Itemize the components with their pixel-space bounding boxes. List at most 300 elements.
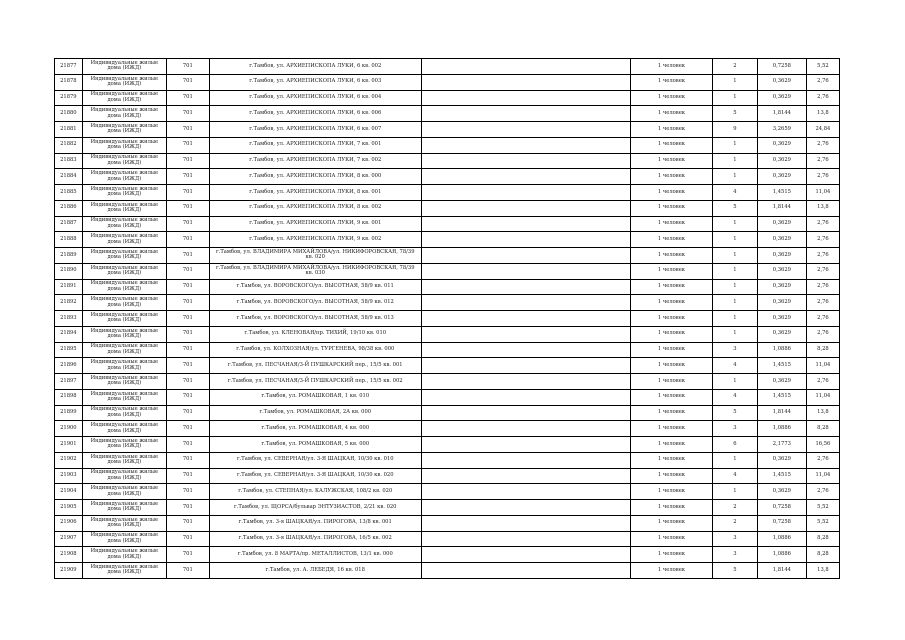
- registry-table-body: [55, 59, 840, 579]
- cell-total: 2,76: [806, 137, 839, 153]
- cell-total: 2,76: [806, 248, 839, 264]
- cell-record-id: 21881: [55, 122, 83, 138]
- cell-unit: 1 человек: [630, 437, 712, 453]
- cell-unit: 1 человек: [630, 452, 712, 468]
- cell-address: г.Тамбов, ул. КОЛХОЗНАЯ/ул. ТУРГЕНЕВА, 98/38 кв. 000: [209, 342, 421, 358]
- cell-service-code: 701: [166, 468, 209, 484]
- cell-total: 2,76: [806, 263, 839, 279]
- cell-service-code: 701: [166, 295, 209, 311]
- cell-service-code: 701: [166, 185, 209, 201]
- table-row: [55, 263, 840, 279]
- cell-unit: 1 человек: [630, 153, 712, 169]
- cell-total: 5,52: [806, 500, 839, 516]
- cell-norm: 0,3629: [757, 153, 806, 169]
- cell-norm: 0,3629: [757, 169, 806, 185]
- cell-building-type: Индивидуальные жилые дома (ИЖД): [82, 421, 166, 437]
- cell-total: 2,76: [806, 374, 839, 390]
- table-row: [55, 90, 840, 106]
- cell-record-id: 21887: [55, 216, 83, 232]
- cell-note: [421, 106, 630, 122]
- cell-record-id: 21908: [55, 547, 83, 563]
- cell-record-id: 21896: [55, 358, 83, 374]
- cell-note: [421, 248, 630, 264]
- cell-unit: 1 человек: [630, 248, 712, 264]
- cell-unit: 1 человек: [630, 106, 712, 122]
- cell-norm: 0,3629: [757, 232, 806, 248]
- cell-quantity: 1: [713, 295, 758, 311]
- cell-building-type: Индивидуальные жилые дома (ИЖД): [82, 468, 166, 484]
- cell-quantity: 4: [713, 185, 758, 201]
- cell-note: [421, 468, 630, 484]
- registry-table: [54, 58, 840, 579]
- cell-address: г.Тамбов, ул. СЕВЕРНАЯ/ул. 3-Я ШАЦКАЯ, 10/30 кв. 010: [209, 452, 421, 468]
- cell-quantity: 1: [713, 153, 758, 169]
- cell-total: 2,76: [806, 90, 839, 106]
- cell-total: 13,8: [806, 563, 839, 579]
- cell-note: [421, 547, 630, 563]
- cell-note: [421, 216, 630, 232]
- cell-norm: 1,8144: [757, 106, 806, 122]
- cell-unit: 1 человек: [630, 169, 712, 185]
- cell-service-code: 701: [166, 216, 209, 232]
- cell-note: [421, 153, 630, 169]
- cell-building-type: Индивидуальные жилые дома (ИЖД): [82, 531, 166, 547]
- cell-record-id: 21900: [55, 421, 83, 437]
- table-row: [55, 153, 840, 169]
- cell-note: [421, 200, 630, 216]
- cell-record-id: 21903: [55, 468, 83, 484]
- cell-total: 2,76: [806, 279, 839, 295]
- cell-record-id: 21882: [55, 137, 83, 153]
- cell-total: 16,56: [806, 437, 839, 453]
- cell-address: г.Тамбов, ул. СЕВЕРНАЯ/ул. 3-Я ШАЦКАЯ, 10/30 кв. 020: [209, 468, 421, 484]
- cell-unit: 1 человек: [630, 500, 712, 516]
- cell-address: г.Тамбов, ул. ЩОРСА/бульвар ЭНТУЗИАСТОВ, 2/21 кв. 020: [209, 500, 421, 516]
- cell-record-id: 21891: [55, 279, 83, 295]
- cell-address: г.Тамбов, ул. ПЕСЧАНАЯ/3-Й ПУШКАРСКИЙ пер., 15/5 кв. 001: [209, 358, 421, 374]
- cell-building-type: Индивидуальные жилые дома (ИЖД): [82, 248, 166, 264]
- cell-service-code: 701: [166, 500, 209, 516]
- cell-service-code: 701: [166, 263, 209, 279]
- table-row: [55, 122, 840, 138]
- cell-norm: 0,7258: [757, 515, 806, 531]
- cell-norm: 1,8144: [757, 200, 806, 216]
- table-row: [55, 500, 840, 516]
- cell-quantity: 1: [713, 74, 758, 90]
- cell-norm: 0,3629: [757, 311, 806, 327]
- cell-service-code: 701: [166, 563, 209, 579]
- cell-service-code: 701: [166, 484, 209, 500]
- cell-norm: 0,3629: [757, 326, 806, 342]
- cell-norm: 0,3629: [757, 374, 806, 390]
- cell-norm: 1,4515: [757, 358, 806, 374]
- table-row: [55, 421, 840, 437]
- table-row: [55, 342, 840, 358]
- cell-building-type: Индивидуальные жилые дома (ИЖД): [82, 405, 166, 421]
- table-row: [55, 452, 840, 468]
- cell-quantity: 1: [713, 374, 758, 390]
- cell-note: [421, 311, 630, 327]
- cell-unit: 1 человек: [630, 326, 712, 342]
- table-row: [55, 169, 840, 185]
- cell-record-id: 21909: [55, 563, 83, 579]
- cell-norm: 1,8144: [757, 405, 806, 421]
- cell-service-code: 701: [166, 437, 209, 453]
- cell-quantity: 2: [713, 59, 758, 75]
- cell-record-id: 21898: [55, 389, 83, 405]
- cell-address: г.Тамбов, ул. АРХИЕПИСКОПА ЛУКИ, 6 кв. 003: [209, 74, 421, 90]
- table-row: [55, 279, 840, 295]
- cell-quantity: 1: [713, 263, 758, 279]
- cell-total: 8,28: [806, 531, 839, 547]
- cell-norm: 0,3629: [757, 295, 806, 311]
- cell-note: [421, 500, 630, 516]
- cell-norm: 1,0886: [757, 421, 806, 437]
- cell-unit: 1 человек: [630, 547, 712, 563]
- cell-building-type: Индивидуальные жилые дома (ИЖД): [82, 90, 166, 106]
- cell-service-code: 701: [166, 515, 209, 531]
- cell-service-code: 701: [166, 547, 209, 563]
- cell-quantity: 1: [713, 326, 758, 342]
- cell-building-type: Индивидуальные жилые дома (ИЖД): [82, 452, 166, 468]
- cell-total: 13,8: [806, 200, 839, 216]
- cell-norm: 0,3629: [757, 248, 806, 264]
- cell-service-code: 701: [166, 106, 209, 122]
- table-row: [55, 185, 840, 201]
- cell-quantity: 1: [713, 311, 758, 327]
- table-row: [55, 405, 840, 421]
- cell-quantity: 3: [713, 342, 758, 358]
- cell-total: 2,76: [806, 311, 839, 327]
- cell-note: [421, 137, 630, 153]
- cell-norm: 1,4515: [757, 468, 806, 484]
- cell-address: г.Тамбов, ул. 8 МАРТА/пр. МЕТАЛЛИСТОВ, 13/1 кв. 000: [209, 547, 421, 563]
- cell-record-id: 21879: [55, 90, 83, 106]
- cell-total: 2,76: [806, 153, 839, 169]
- cell-unit: 1 человек: [630, 200, 712, 216]
- cell-building-type: Индивидуальные жилые дома (ИЖД): [82, 437, 166, 453]
- cell-unit: 1 человек: [630, 185, 712, 201]
- cell-building-type: Индивидуальные жилые дома (ИЖД): [82, 59, 166, 75]
- cell-record-id: 21892: [55, 295, 83, 311]
- cell-building-type: Индивидуальные жилые дома (ИЖД): [82, 200, 166, 216]
- cell-address: г.Тамбов, ул. РОМАШКОВАЯ, 4 кв. 000: [209, 421, 421, 437]
- cell-quantity: 5: [713, 405, 758, 421]
- cell-service-code: 701: [166, 326, 209, 342]
- cell-record-id: 21907: [55, 531, 83, 547]
- cell-quantity: 2: [713, 515, 758, 531]
- cell-address: г.Тамбов, ул. 3-я ШАЦКАЯ/ул. ПИРОГОВА, 13/8 кв. 001: [209, 515, 421, 531]
- cell-address: г.Тамбов, ул. ВЛАДИМИРА МИХАЙЛОВА/ул. НИКИФОРОВСКАЯ, 78/39 кв. 020: [209, 248, 421, 264]
- cell-norm: 0,3629: [757, 90, 806, 106]
- cell-address: г.Тамбов, ул. АРХИЕПИСКОПА ЛУКИ, 9 кв. 001: [209, 216, 421, 232]
- cell-unit: 1 человек: [630, 232, 712, 248]
- cell-norm: 0,3629: [757, 137, 806, 153]
- cell-address: г.Тамбов, ул. АРХИЕПИСКОПА ЛУКИ, 6 кв. 002: [209, 59, 421, 75]
- cell-norm: 1,4515: [757, 389, 806, 405]
- cell-building-type: Индивидуальные жилые дома (ИЖД): [82, 547, 166, 563]
- cell-building-type: Индивидуальные жилые дома (ИЖД): [82, 185, 166, 201]
- table-row: [55, 484, 840, 500]
- cell-service-code: 701: [166, 169, 209, 185]
- cell-record-id: 21889: [55, 248, 83, 264]
- cell-total: 5,52: [806, 59, 839, 75]
- cell-record-id: 21902: [55, 452, 83, 468]
- cell-note: [421, 563, 630, 579]
- table-row: [55, 106, 840, 122]
- cell-record-id: 21895: [55, 342, 83, 358]
- cell-total: 2,76: [806, 295, 839, 311]
- cell-service-code: 701: [166, 74, 209, 90]
- cell-service-code: 701: [166, 200, 209, 216]
- cell-record-id: 21883: [55, 153, 83, 169]
- cell-record-id: 21893: [55, 311, 83, 327]
- cell-service-code: 701: [166, 342, 209, 358]
- cell-quantity: 9: [713, 122, 758, 138]
- cell-norm: 0,3629: [757, 452, 806, 468]
- cell-address: г.Тамбов, ул. 3-я ШАЦКАЯ/ул. ПИРОГОВА, 16/5 кв. 002: [209, 531, 421, 547]
- cell-total: 11,04: [806, 358, 839, 374]
- cell-unit: 1 человек: [630, 216, 712, 232]
- cell-building-type: Индивидуальные жилые дома (ИЖД): [82, 311, 166, 327]
- cell-record-id: 21897: [55, 374, 83, 390]
- cell-service-code: 701: [166, 248, 209, 264]
- cell-unit: 1 человек: [630, 311, 712, 327]
- cell-total: 11,04: [806, 468, 839, 484]
- cell-note: [421, 122, 630, 138]
- cell-note: [421, 531, 630, 547]
- cell-quantity: 5: [713, 106, 758, 122]
- cell-building-type: Индивидуальные жилые дома (ИЖД): [82, 279, 166, 295]
- table-row: [55, 374, 840, 390]
- table-row: [55, 137, 840, 153]
- cell-quantity: 1: [713, 216, 758, 232]
- cell-quantity: 3: [713, 421, 758, 437]
- table-row: [55, 216, 840, 232]
- cell-quantity: 1: [713, 484, 758, 500]
- cell-unit: 1 человек: [630, 137, 712, 153]
- cell-unit: 1 человек: [630, 405, 712, 421]
- cell-total: 2,76: [806, 169, 839, 185]
- cell-total: 11,04: [806, 389, 839, 405]
- cell-norm: 2,1773: [757, 437, 806, 453]
- cell-quantity: 6: [713, 437, 758, 453]
- cell-service-code: 701: [166, 90, 209, 106]
- cell-unit: 1 человек: [630, 59, 712, 75]
- cell-address: г.Тамбов, ул. РОМАШКОВАЯ, 2А кв. 000: [209, 405, 421, 421]
- table-row: [55, 563, 840, 579]
- cell-unit: 1 человек: [630, 389, 712, 405]
- cell-record-id: 21894: [55, 326, 83, 342]
- cell-quantity: 3: [713, 531, 758, 547]
- cell-service-code: 701: [166, 311, 209, 327]
- cell-norm: 0,3629: [757, 263, 806, 279]
- cell-record-id: 21890: [55, 263, 83, 279]
- cell-note: [421, 59, 630, 75]
- cell-building-type: Индивидуальные жилые дома (ИЖД): [82, 295, 166, 311]
- cell-record-id: 21905: [55, 500, 83, 516]
- cell-service-code: 701: [166, 421, 209, 437]
- cell-service-code: 701: [166, 59, 209, 75]
- cell-address: г.Тамбов, ул. АРХИЕПИСКОПА ЛУКИ, 6 кв. 004: [209, 90, 421, 106]
- table-row: [55, 326, 840, 342]
- cell-record-id: 21899: [55, 405, 83, 421]
- cell-note: [421, 74, 630, 90]
- cell-note: [421, 405, 630, 421]
- cell-norm: 1,0886: [757, 342, 806, 358]
- cell-norm: 0,7258: [757, 500, 806, 516]
- cell-unit: 1 человек: [630, 374, 712, 390]
- cell-record-id: 21886: [55, 200, 83, 216]
- cell-record-id: 21888: [55, 232, 83, 248]
- cell-building-type: Индивидуальные жилые дома (ИЖД): [82, 153, 166, 169]
- cell-norm: 0,3629: [757, 74, 806, 90]
- cell-service-code: 701: [166, 232, 209, 248]
- cell-address: г.Тамбов, ул. ВЛАДИМИРА МИХАЙЛОВА/ул. НИКИФОРОВСКАЯ, 78/39 кв. 030: [209, 263, 421, 279]
- cell-quantity: 1: [713, 90, 758, 106]
- table-row: [55, 311, 840, 327]
- cell-quantity: 1: [713, 169, 758, 185]
- cell-building-type: Индивидуальные жилые дома (ИЖД): [82, 216, 166, 232]
- cell-note: [421, 90, 630, 106]
- cell-building-type: Индивидуальные жилые дома (ИЖД): [82, 374, 166, 390]
- table-row: [55, 74, 840, 90]
- cell-service-code: 701: [166, 358, 209, 374]
- cell-building-type: Индивидуальные жилые дома (ИЖД): [82, 232, 166, 248]
- cell-address: г.Тамбов, ул. ВОРОВСКОГО/ул. ВЫСОТНАЯ, 58/9 кв. 012: [209, 295, 421, 311]
- cell-address: г.Тамбов, ул. АРХИЕПИСКОПА ЛУКИ, 8 кв. 000: [209, 169, 421, 185]
- cell-service-code: 701: [166, 137, 209, 153]
- cell-quantity: 3: [713, 547, 758, 563]
- cell-note: [421, 342, 630, 358]
- cell-quantity: 5: [713, 563, 758, 579]
- cell-total: 2,76: [806, 216, 839, 232]
- cell-quantity: 1: [713, 248, 758, 264]
- cell-note: [421, 263, 630, 279]
- cell-quantity: 4: [713, 358, 758, 374]
- cell-note: [421, 515, 630, 531]
- cell-unit: 1 человек: [630, 531, 712, 547]
- cell-address: г.Тамбов, ул. ПЕСЧАНАЯ/3-Й ПУШКАРСКИЙ пер., 15/5 кв. 002: [209, 374, 421, 390]
- cell-unit: 1 человек: [630, 515, 712, 531]
- cell-address: г.Тамбов, ул. ВОРОВСКОГО/ул. ВЫСОТНАЯ, 58/9 кв. 013: [209, 311, 421, 327]
- cell-address: г.Тамбов, ул. АРХИЕПИСКОПА ЛУКИ, 9 кв. 002: [209, 232, 421, 248]
- cell-unit: 1 человек: [630, 342, 712, 358]
- cell-total: 2,76: [806, 326, 839, 342]
- cell-building-type: Индивидуальные жилые дома (ИЖД): [82, 326, 166, 342]
- cell-unit: 1 человек: [630, 90, 712, 106]
- cell-unit: 1 человек: [630, 563, 712, 579]
- cell-total: 2,76: [806, 74, 839, 90]
- table-row: [55, 547, 840, 563]
- cell-unit: 1 человек: [630, 279, 712, 295]
- cell-unit: 1 человек: [630, 295, 712, 311]
- cell-total: 11,04: [806, 185, 839, 201]
- cell-unit: 1 человек: [630, 421, 712, 437]
- cell-building-type: Индивидуальные жилые дома (ИЖД): [82, 74, 166, 90]
- cell-building-type: Индивидуальные жилые дома (ИЖД): [82, 106, 166, 122]
- cell-note: [421, 169, 630, 185]
- cell-total: 5,52: [806, 515, 839, 531]
- cell-total: 24,84: [806, 122, 839, 138]
- cell-building-type: Индивидуальные жилые дома (ИЖД): [82, 563, 166, 579]
- cell-address: г.Тамбов, ул. РОМАШКОВАЯ, 1 кв. 010: [209, 389, 421, 405]
- cell-total: 8,28: [806, 421, 839, 437]
- cell-service-code: 701: [166, 279, 209, 295]
- cell-note: [421, 295, 630, 311]
- cell-total: 8,28: [806, 547, 839, 563]
- cell-note: [421, 232, 630, 248]
- cell-record-id: 21906: [55, 515, 83, 531]
- cell-quantity: 4: [713, 389, 758, 405]
- cell-norm: 0,7258: [757, 59, 806, 75]
- cell-record-id: 21878: [55, 74, 83, 90]
- cell-building-type: Индивидуальные жилые дома (ИЖД): [82, 137, 166, 153]
- cell-service-code: 701: [166, 374, 209, 390]
- table-row: [55, 59, 840, 75]
- cell-total: 2,76: [806, 452, 839, 468]
- cell-unit: 1 человек: [630, 484, 712, 500]
- table-row: [55, 515, 840, 531]
- cell-record-id: 21904: [55, 484, 83, 500]
- cell-note: [421, 185, 630, 201]
- cell-address: г.Тамбов, ул. АРХИЕПИСКОПА ЛУКИ, 7 кв. 001: [209, 137, 421, 153]
- cell-address: г.Тамбов, ул. АРХИЕПИСКОПА ЛУКИ, 6 кв. 006: [209, 106, 421, 122]
- cell-building-type: Индивидуальные жилые дома (ИЖД): [82, 263, 166, 279]
- cell-address: г.Тамбов, ул. АРХИЕПИСКОПА ЛУКИ, 8 кв. 002: [209, 200, 421, 216]
- cell-quantity: 1: [713, 452, 758, 468]
- cell-quantity: 2: [713, 500, 758, 516]
- cell-norm: 1,0886: [757, 531, 806, 547]
- cell-service-code: 701: [166, 452, 209, 468]
- cell-norm: 0,3629: [757, 484, 806, 500]
- cell-norm: 1,0886: [757, 547, 806, 563]
- cell-note: [421, 374, 630, 390]
- table-row: [55, 531, 840, 547]
- cell-unit: 1 человек: [630, 122, 712, 138]
- cell-note: [421, 421, 630, 437]
- cell-record-id: 21877: [55, 59, 83, 75]
- cell-unit: 1 человек: [630, 263, 712, 279]
- cell-note: [421, 326, 630, 342]
- cell-building-type: Индивидуальные жилые дома (ИЖД): [82, 122, 166, 138]
- cell-service-code: 701: [166, 405, 209, 421]
- cell-address: г.Тамбов, ул. АРХИЕПИСКОПА ЛУКИ, 8 кв. 001: [209, 185, 421, 201]
- cell-note: [421, 437, 630, 453]
- cell-building-type: Индивидуальные жилые дома (ИЖД): [82, 500, 166, 516]
- cell-address: г.Тамбов, ул. А. ЛЕБЕДЯ, 16 кв. 018: [209, 563, 421, 579]
- table-row: [55, 248, 840, 264]
- cell-note: [421, 452, 630, 468]
- cell-note: [421, 358, 630, 374]
- cell-unit: 1 человек: [630, 358, 712, 374]
- cell-quantity: 1: [713, 137, 758, 153]
- cell-record-id: 21884: [55, 169, 83, 185]
- cell-building-type: Индивидуальные жилые дома (ИЖД): [82, 358, 166, 374]
- cell-address: г.Тамбов, ул. РОМАШКОВАЯ, 5 кв. 000: [209, 437, 421, 453]
- cell-quantity: 1: [713, 232, 758, 248]
- cell-norm: 3,2659: [757, 122, 806, 138]
- cell-service-code: 701: [166, 389, 209, 405]
- cell-norm: 1,8144: [757, 563, 806, 579]
- cell-total: 2,76: [806, 232, 839, 248]
- cell-building-type: Индивидуальные жилые дома (ИЖД): [82, 515, 166, 531]
- cell-building-type: Индивидуальные жилые дома (ИЖД): [82, 389, 166, 405]
- cell-address: г.Тамбов, ул. АРХИЕПИСКОПА ЛУКИ, 6 кв. 007: [209, 122, 421, 138]
- table-row: [55, 200, 840, 216]
- cell-building-type: Индивидуальные жилые дома (ИЖД): [82, 342, 166, 358]
- cell-unit: 1 человек: [630, 74, 712, 90]
